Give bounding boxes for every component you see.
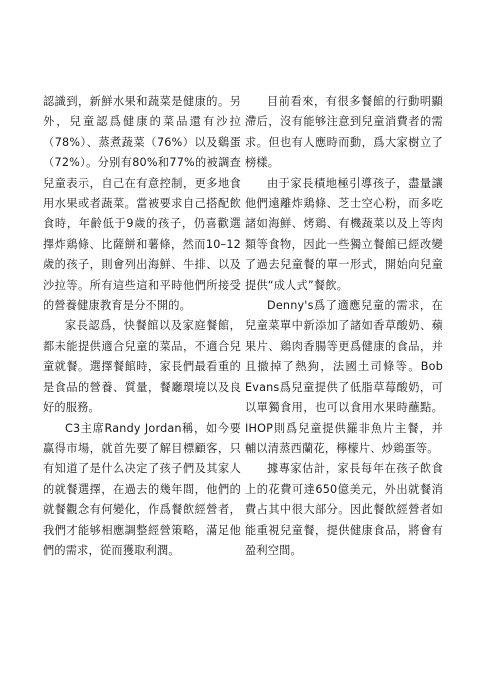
left-paragraph-1: 認識到，新鮮水果和蔬菜是健康的。另外，兒童認爲健康的菜品還有沙拉（78%）、蒸煮蔬菜（76%）以及鷄蛋（72%）。分别有80%和77%的被調查兒童表示，自己在有意控制，更多地食用水果或者蔬菜。當被要求自己搭配飲食時，年齡低于9歲的孩子，仍喜歡選擇炸鶏條、比薩餅和薯條，然而10–12歲的孩子，則會列出海鮮、牛排、以及沙拉等。所有這些這和平時他們所接受的營養健康教育是分不開的。: [43, 95, 241, 313]
right-paragraph-1: 目前看來，有很多餐館的行動明顯滯后，沒有能够注意到兒童消費者的需求。但也有人應時而動，爲大家樹立了榜樣。: [245, 95, 443, 170]
left-paragraph-3: C3主席Randy Jordan稱，如今要赢得市場，就首先要了解目標顧客，只有知道了是什么决定了孩子們及其家人的就餐選擇，在過去的幾年間，他們的就餐觀念有何變化，作爲餐飲經營者，我們才能够相應調整經營策略，滿足他們的需求，從而獲取利潤。: [43, 421, 241, 557]
right-column: [245, 92, 443, 561]
left-paragraph-2: 家長認爲，快餐館以及家庭餐館，都未能提供適合兒童的菜品，不適合兒童就餐。選擇餐館時，家長們最看重的是食品的營養、質量，餐廳環境以及良好的服務。: [43, 319, 241, 415]
right-paragraph-3: Denny's爲了適應兒童的需求，在兒童菜單中新添加了諸如香草酸奶、蘋果片、鶏肉香腸等更爲健康的食品，并且撤掉了熱狗，法國土司條等。Bob Evans爲兒童提供了低脂草莓酸奶，可以單獨食用，也可以食用水果時蘸點。IHOP則爲兒童提供羅非魚片主餐，并輔以清蒸西蘭花，檸檬片、炒鶏蛋等。: [245, 299, 443, 455]
right-paragraph-2: 由于家長積地極引導孩子，盡量讓他們遠離炸鶏條、芝士空心粉，而多吃諸如海鮮、烤鶏、有機蔬菜以及上等肉類等食物，因此一些獨立餐館已經改變了過去兒童餐的單一形式，開始向兒童提供“成人式”餐飲。: [245, 176, 443, 292]
right-paragraph-4: 據專家估計，家長每年在孩子飲食上的花費可達650億美元，外出就餐消費占其中很大部分。因此餐飲經營者如能重視兒童餐，提供健康食品，將會有盈利空間。: [245, 462, 443, 557]
left-column: [43, 92, 241, 561]
